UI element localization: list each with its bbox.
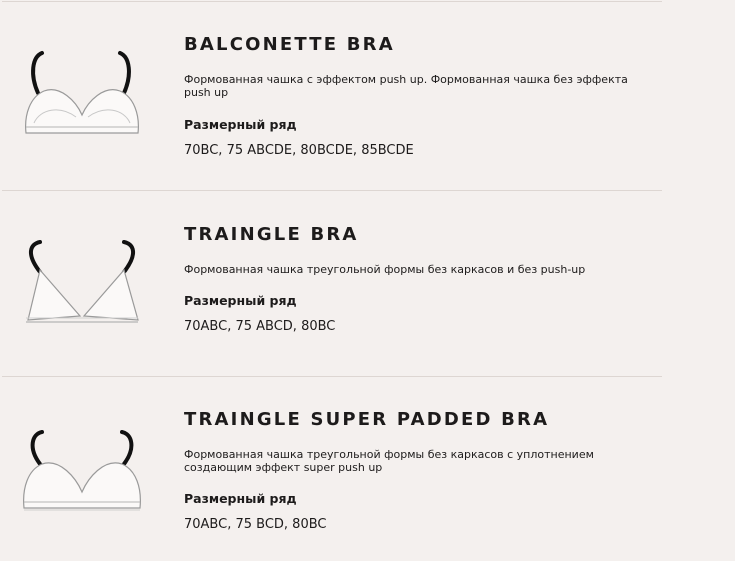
bra-illustration-icon xyxy=(20,424,144,524)
super-padded-bra-image[interactable] xyxy=(20,424,144,524)
product-description: Формованная чашка треугольной формы без каркасов и без push-up xyxy=(184,263,586,276)
size-range-values: 70ABC, 75 ABCD, 80BC xyxy=(184,319,336,334)
size-range-values: 70BC, 75 ABCDE, 80BCDE, 85BCDE xyxy=(184,143,414,158)
size-range-label: Размерный ряд xyxy=(184,293,297,308)
bra-illustration-icon xyxy=(20,232,144,332)
size-range-label: Размерный ряд xyxy=(184,491,297,506)
product-description: Формованная чашка треугольной формы без каркасов с уплотнением создающим эффект super push up xyxy=(184,448,594,474)
product-title: TRAINGLE SUPER PADDED BRA xyxy=(184,409,550,430)
product-description: Формованная чашка с эффектом push up. Формованная чашка без эффекта push up xyxy=(184,73,628,99)
product-row-balconette xyxy=(0,0,735,190)
product-title: BALCONETTE BRA xyxy=(184,34,395,55)
balconette-bra-image[interactable] xyxy=(20,45,144,145)
size-range-label: Размерный ряд xyxy=(184,117,297,132)
bra-illustration-icon xyxy=(20,45,144,145)
size-range-values: 70ABC, 75 BCD, 80BC xyxy=(184,517,327,532)
product-title: TRAINGLE BRA xyxy=(184,224,359,245)
product-row-triangle xyxy=(0,190,735,376)
product-row-super-padded xyxy=(0,376,735,561)
triangle-bra-image[interactable] xyxy=(20,232,144,332)
